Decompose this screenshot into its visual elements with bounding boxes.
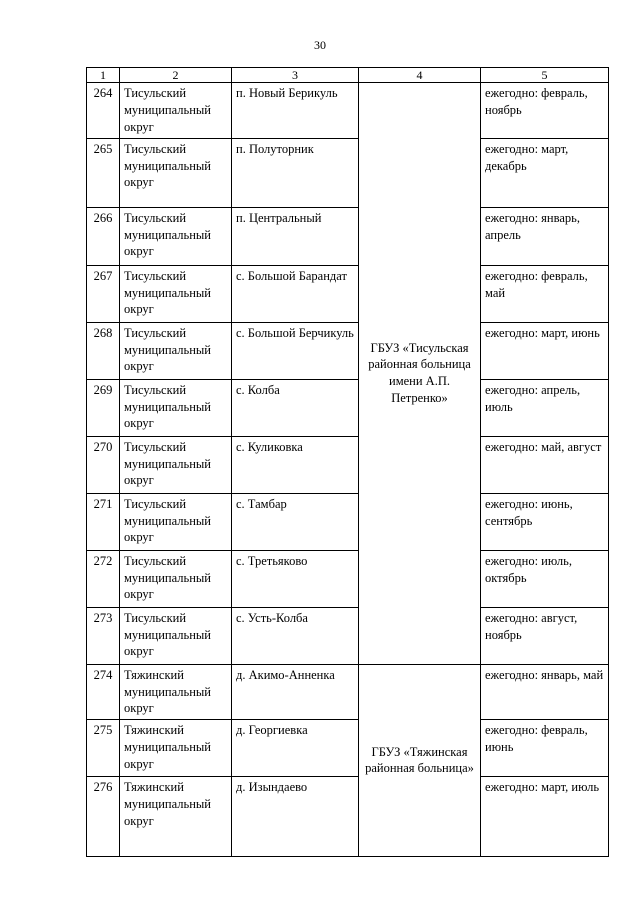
table-row: [87, 550, 609, 607]
row-number: 264: [87, 83, 120, 139]
table-row: [87, 720, 609, 777]
schedule-cell: ежегодно: январь, май: [481, 664, 609, 720]
schedule-cell: ежегодно: февраль, июнь: [481, 720, 609, 777]
locality-cell: д. Георгиевка: [232, 720, 359, 777]
locality-cell: с. Колба: [232, 379, 359, 436]
column-number-3: 3: [232, 68, 359, 83]
row-number: 274: [87, 664, 120, 720]
district-cell: Тисульский муниципальный округ: [120, 207, 232, 265]
table-row: [87, 83, 609, 139]
column-number-1: 1: [87, 68, 120, 83]
row-number: 276: [87, 777, 120, 857]
row-number: 267: [87, 265, 120, 322]
schedule-cell: ежегодно: январь, апрель: [481, 207, 609, 265]
schedule-cell: ежегодно: март, июль: [481, 777, 609, 857]
schedule-cell: ежегодно: апрель, июль: [481, 379, 609, 436]
row-number: 265: [87, 138, 120, 207]
locality-cell: с. Большой Барандат: [232, 265, 359, 322]
row-number: 271: [87, 493, 120, 550]
organization-cell: ГБУЗ «Тисульская районная больница имени А.П. Петренко»: [359, 83, 481, 665]
locality-cell: д. Акимо-Анненка: [232, 664, 359, 720]
locality-cell: п. Полуторник: [232, 138, 359, 207]
schedule-cell: ежегодно: июль, октябрь: [481, 550, 609, 607]
locality-cell: п. Новый Берикуль: [232, 83, 359, 139]
table-row: [87, 322, 609, 379]
locality-cell: с. Третьяково: [232, 550, 359, 607]
column-number-5: 5: [481, 68, 609, 83]
district-cell: Тисульский муниципальный округ: [120, 83, 232, 139]
table-header-row: [87, 68, 609, 83]
page-number: 30: [314, 38, 326, 52]
column-number-2: 2: [120, 68, 232, 83]
table-row: [87, 379, 609, 436]
column-number-4: 4: [359, 68, 481, 83]
schedule-cell: ежегодно: март, декабрь: [481, 138, 609, 207]
row-number: 273: [87, 607, 120, 664]
schedule-cell: ежегодно: февраль, май: [481, 265, 609, 322]
district-cell: Тяжинский муниципальный округ: [120, 664, 232, 720]
locality-cell: с. Тамбар: [232, 493, 359, 550]
district-cell: Тисульский муниципальный округ: [120, 550, 232, 607]
row-number: 266: [87, 207, 120, 265]
locality-cell: д. Изындаево: [232, 777, 359, 857]
table-row: [87, 138, 609, 207]
schedule-cell: ежегодно: май, август: [481, 436, 609, 493]
district-cell: Тисульский муниципальный округ: [120, 436, 232, 493]
organization-cell: ГБУЗ «Тяжинская районная больница»: [359, 664, 481, 857]
table-row: [87, 207, 609, 265]
district-cell: Тисульский муниципальный округ: [120, 607, 232, 664]
row-number: 270: [87, 436, 120, 493]
table-row: [87, 607, 609, 664]
district-cell: Тисульский муниципальный округ: [120, 138, 232, 207]
table-row: [87, 664, 609, 720]
district-cell: Тяжинский муниципальный округ: [120, 720, 232, 777]
row-number: 275: [87, 720, 120, 777]
locality-cell: с. Усть-Колба: [232, 607, 359, 664]
row-number: 269: [87, 379, 120, 436]
table-row: [87, 265, 609, 322]
schedule-cell: ежегодно: август, ноябрь: [481, 607, 609, 664]
district-cell: Тяжинский муниципальный округ: [120, 777, 232, 857]
schedule-cell: ежегодно: июнь, сентябрь: [481, 493, 609, 550]
schedule-cell: ежегодно: март, июнь: [481, 322, 609, 379]
district-cell: Тисульский муниципальный округ: [120, 265, 232, 322]
table-row: [87, 493, 609, 550]
district-cell: Тисульский муниципальный округ: [120, 493, 232, 550]
table-row: [87, 777, 609, 857]
district-cell: Тисульский муниципальный округ: [120, 322, 232, 379]
table-row: [87, 436, 609, 493]
row-number: 272: [87, 550, 120, 607]
locality-cell: с. Куликовка: [232, 436, 359, 493]
schedule-cell: ежегодно: февраль, ноябрь: [481, 83, 609, 139]
schedule-table: [86, 67, 609, 857]
locality-cell: с. Большой Берчикуль: [232, 322, 359, 379]
locality-cell: п. Центральный: [232, 207, 359, 265]
row-number: 268: [87, 322, 120, 379]
district-cell: Тисульский муниципальный округ: [120, 379, 232, 436]
